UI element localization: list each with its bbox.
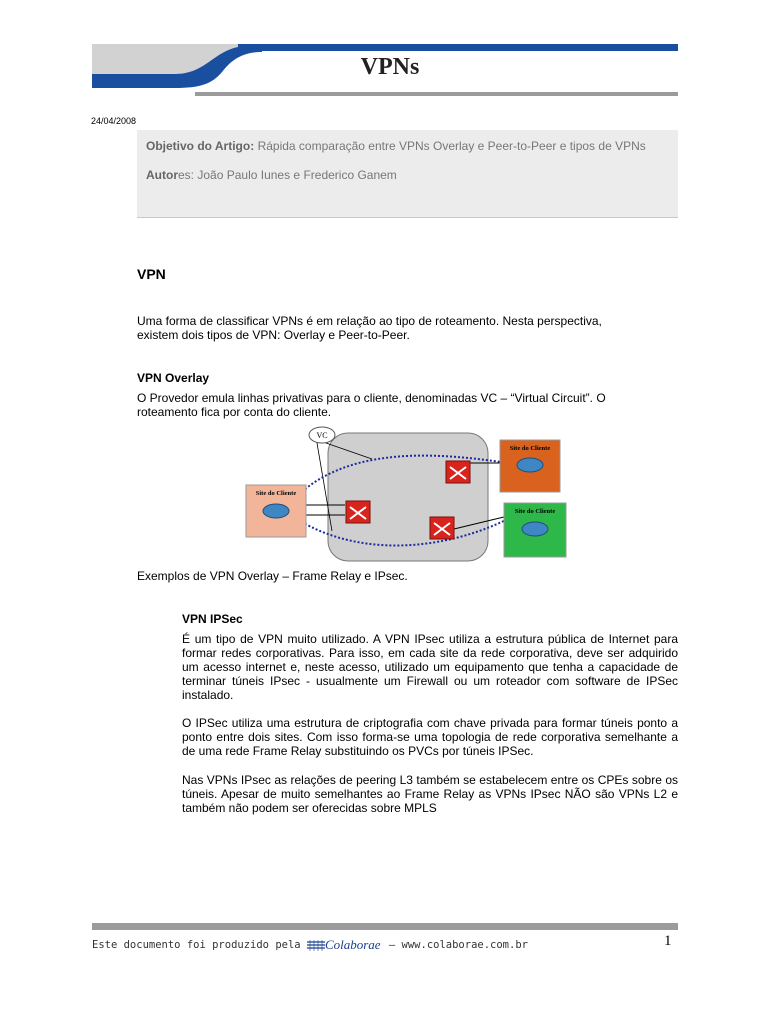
- section-heading-vpn-overlay: VPN Overlay: [137, 371, 210, 385]
- colaborae-logo-text: Colaborae: [324, 937, 381, 952]
- page-number: 1: [664, 933, 672, 949]
- ipsec-paragraph-1: É um tipo de VPN muito utilizado. A VPN IPsec utiliza a estrutura pública de Internet para formar redes corporativas. Para isso, em cada site da rede corporativa, deve ser adquirido um acesso internet e, neste acesso, utilizado um equipamento que tenha a capacidade de terminar túneis IPsec - usualmente um Firewall ou um roteador com software de IPSec instalado.: [182, 632, 678, 702]
- colaborae-logo: [307, 937, 381, 953]
- footer-divider: [92, 923, 678, 930]
- authors-text: João Paulo Iunes e Frederico Ganem: [197, 168, 397, 182]
- diagram-caption: Exemplos de VPN Overlay – Frame Relay e IPsec.: [137, 569, 408, 583]
- section-heading-vpn-ipsec: VPN IPSec: [182, 612, 243, 626]
- vpn-overlay-diagram: [240, 423, 580, 565]
- objective-line: [146, 139, 668, 153]
- frame-relay-switch-icon: [446, 461, 470, 483]
- authors-label-rest: es:: [178, 168, 195, 182]
- ipsec-paragraph-2: O IPSec utiliza uma estrutura de criptografia com chave privada para formar túneis ponto a ponto entre dois sites. Com isso forma-se uma topologia de rede corporativa semelhante a de uma rede Frame Relay substituindo os PVCs por túneis IPSec.: [182, 716, 678, 758]
- site-label: Site do Cliente: [514, 508, 556, 515]
- authors-line: [146, 168, 668, 182]
- objective-label: Objetivo do Artigo:: [146, 139, 255, 153]
- overlay-paragraph: O Provedor emula linhas privativas para o cliente, denominadas VC – “Virtual Circuit”. O roteamento fica por conta do cliente.: [137, 391, 606, 419]
- authors-label-bold: Autor: [146, 168, 178, 182]
- document-date: 24/04/2008: [91, 116, 137, 126]
- article-summary-box: [137, 130, 678, 218]
- document-title: VPNs: [360, 54, 420, 80]
- site-label: Site do Cliente: [509, 445, 551, 452]
- router-icon: [263, 504, 289, 518]
- colaborae-logo-icon: [307, 940, 325, 951]
- header-banner: [0, 0, 768, 100]
- vc-label: VC: [316, 431, 328, 440]
- objective-text: Rápida comparação entre VPNs Overlay e Peer-to-Peer e tipos de VPNs: [257, 139, 646, 153]
- footer-link[interactable]: – www.colaborae.com.br: [382, 939, 528, 951]
- router-icon: [517, 458, 543, 472]
- client-site-bottom-right: [504, 503, 566, 557]
- router-icon: [522, 522, 548, 536]
- ipsec-paragraph-3: Nas VPNs IPsec as relações de peering L3 também se estabelecem entre os CPEs sobre os túneis. Apesar de muito semelhantes ao Frame Relay as VPNs IPsec NÃO são VPNs L2 e também não podem ser oferecidas sobre MPLS: [182, 773, 678, 815]
- section-heading-vpn: VPN: [137, 266, 166, 282]
- client-site-left: [246, 485, 306, 537]
- frame-relay-switch-icon: [430, 517, 454, 539]
- client-site-top-right: [500, 440, 560, 492]
- frame-relay-switch-icon: [346, 501, 370, 523]
- footer-prefix: Este documento foi produzido pela: [92, 939, 307, 951]
- site-label: Site do Cliente: [255, 490, 297, 497]
- footer-credit: [92, 937, 528, 953]
- intro-paragraph: Uma forma de classificar VPNs é em relação ao tipo de roteamento. Nesta perspectiva, existem dois tipos de VPN: Overlay e Peer-to-Peer.: [137, 314, 602, 342]
